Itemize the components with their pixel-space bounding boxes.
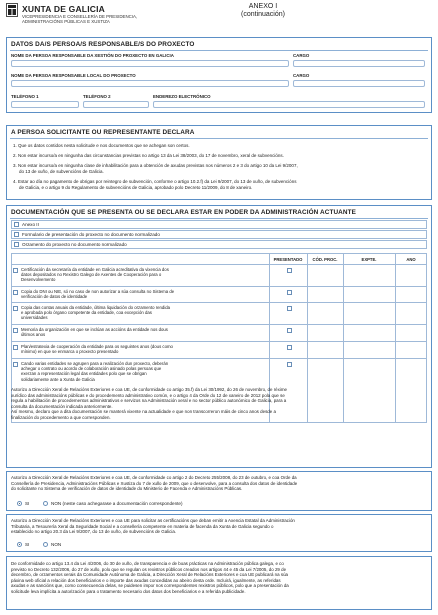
label-position-2: CARGO — [293, 73, 310, 78]
row-text — [21, 305, 269, 321]
declaration-3: 3. Non estar incurso/a en ningunha clase de inhabilitación para a obtención de axudas previstas nos números 2 e 3 do artigo 10 da Lei 9/2007, — [13, 163, 298, 168]
col-header-year: ANO — [406, 257, 416, 262]
divider — [10, 218, 428, 219]
presented-checkbox[interactable] — [287, 362, 292, 367]
para-line: De conformidade co artigo 13.4 da Lei 4/2006, do 30 de xuño, de transparencia e de boas prácticas na Administración pública galega, e co — [11, 561, 284, 566]
label-local: NOME DA PERSOA RESPONSABLE LOCAL DO PROXECTO — [11, 73, 136, 78]
org-sub-line-1: VICEPRESIDENCIA E CONSELLERÍA DE PRESIDENCIA, — [22, 14, 138, 19]
para-line: decembro, de orzamentos xerais da Comunidade Autónoma de Galicia, a Dirección Xeral de Relacións Exteriores e coa UE publicará na súa — [11, 572, 288, 577]
presented-checkbox[interactable] — [287, 290, 292, 295]
checkbox[interactable] — [14, 232, 19, 237]
label-email: ENDEREZO ELECTRÓNICO — [153, 94, 211, 99]
para-line: Autorizo a Dirección Xeral de Relacións Exteriores e coa UE para solicitar as certificacións que deban emitir a Axencia Estatal da Administración — [11, 518, 295, 523]
declaration-1: 1. Que os datos contidos nesta solicitude e nos documentos que se achegan son certos. — [13, 143, 190, 148]
row-line: exerzan a representación legal das entidades polo que se obrigan — [21, 371, 147, 377]
col-header-file: EXPTE. — [361, 257, 377, 262]
doc-item-annex-ii[interactable] — [11, 220, 427, 229]
row-text — [21, 344, 269, 354]
identity-no-radio[interactable] — [43, 501, 48, 506]
identity-yes-radio[interactable] — [17, 501, 22, 506]
local-name-field[interactable] — [11, 80, 289, 87]
doc-label: Orzamento do proxecto no documento normalizado — [22, 242, 127, 247]
presented-checkbox[interactable] — [287, 306, 292, 311]
identity-no-label: NON (neste caso achegarase a documentación correspondente) — [51, 501, 183, 506]
divider — [10, 50, 428, 51]
declaration-4: 4. Estar ao día no pagamento de obrigas por reintegro de subvención, conforme o artigo 10.2.f) da Lei 9/2007, do 13 de xuño, de subvencións — [13, 179, 297, 184]
page-header — [6, 3, 432, 33]
section-publicity — [6, 556, 432, 610]
row-text — [21, 289, 269, 299]
declaration-4-cont: de Galicia, e o artigo 9 do Regulamento de subvencións de Galicia, aprobado polo Decreto 11/2009, do 8 de xaneiro. — [19, 185, 253, 190]
declaration-2: 2. Non estar incurso/a en ningunha das circunstancias previstas no artigo 13 da Lei 38/2003, do 17 de novembro, xeral de subvencións. — [13, 153, 284, 158]
col-header-presented: PRESENTADO — [273, 257, 303, 262]
doc-label: Formulario de presentación do proxecto no documento normalizado — [22, 232, 160, 237]
row-line: datos depositados no Rexistro Galego de Axentes de Cooperación para o — [21, 272, 162, 278]
publicity-text — [11, 561, 427, 594]
section-title: A PERSOA SOLICITANTE OU REPRESENTANTE DECLARA — [11, 129, 195, 136]
row-line: universidades — [21, 315, 48, 321]
row-line: e aprobada polo órgano competente da entidade, coa excepción das — [21, 310, 152, 316]
table-row — [11, 302, 427, 322]
phone-2-field[interactable] — [83, 101, 149, 108]
doc-item-presentation-form[interactable] — [11, 230, 427, 239]
authorization-paragraph — [11, 387, 427, 420]
para-line: axudas e as sancións que, como consecuencia delas, se puidesen impor nos correspondentes rexistros públicos, polo que a presentación da — [11, 583, 289, 588]
annex-label: ANEXO I — [248, 3, 278, 10]
para-line: Consellería de Presidencia, Administracións Públicas e Xustiza do 7 de xullo de 2009, que o desenvolve, para a consulta dos datos de identidade — [11, 480, 298, 486]
para-line: previsto no Decreto 132/2006, do 27 de xullo, polo que se regulan os rexistros públicos creados nos artigos 44 e 45 da Lei 7/2005, do 29 de — [11, 566, 287, 572]
para-line: solicitude leva implícita a autorización para o tratamento necesario dos datos dos beneficiarios e a referida publicidade. — [11, 588, 246, 594]
checkbox[interactable] — [13, 362, 18, 367]
para-line: xurídico das administracións públicas e do procedemento administrativo común, e o artigo 4 da Orde do 12 de xaneiro de 2012 pola que se — [11, 392, 285, 398]
para-line: Autorizo a Dirección Xeral de Relacións Exteriores e coa UE, de conformidade co artigo 35.f) da Lei 30/1992, do 26 de novembro, de réxime — [11, 387, 288, 392]
position-2-field[interactable] — [293, 80, 425, 87]
certificates-consent-text — [11, 518, 427, 535]
table-row — [11, 341, 427, 356]
para-line: do solicitante no Sistema de verificación de datos de identidade do Ministerio de Facenda e Administracións Públicas. — [11, 486, 243, 491]
row-text — [21, 267, 269, 283]
section-declarations — [6, 125, 432, 200]
section-identity-consent — [6, 471, 432, 511]
identity-consent-text — [11, 475, 427, 492]
table-row — [11, 286, 427, 301]
identity-yes-label: SI — [25, 501, 30, 506]
checkbox[interactable] — [14, 222, 19, 227]
presented-checkbox[interactable] — [287, 268, 292, 273]
label-position-1: CARGO — [293, 53, 310, 58]
table-row — [11, 324, 427, 339]
position-1-field[interactable] — [293, 60, 425, 67]
row-line: verificación de datos de identidade — [21, 294, 88, 300]
para-line: finalización do procedemento a que corresponden. — [11, 414, 111, 420]
row-line: mínimo) en que se enmarca o proxecto presentado — [21, 349, 119, 355]
row-line: últimos anos — [21, 332, 46, 338]
checkbox[interactable] — [13, 345, 18, 350]
presented-checkbox[interactable] — [287, 328, 292, 333]
certificates-yes-radio[interactable] — [17, 542, 22, 547]
doc-item-budget[interactable] — [11, 240, 427, 249]
checkbox[interactable] — [13, 290, 18, 295]
para-line: establecido no artigo 20.3 da Lei 9/2007, do 13 de xuño, de subvencións de Galicia. — [11, 529, 177, 534]
section-documentation — [6, 205, 432, 468]
checkbox[interactable] — [13, 268, 18, 273]
row-line: Plan/estratexia de cooperación da entidade para os seguintes anos (dous como — [21, 344, 173, 349]
org-sub-line-2: ADMINISTRACIÓNS PÚBLICAS E XUSTIZA — [22, 19, 110, 25]
row-line: achegar o contrato ou acordo de colaboración asinado polas persoas que — [21, 366, 162, 372]
org-name: XUNTA DE GALICIA — [22, 4, 106, 14]
col-header-proc-code: CÓD. PROC. — [312, 257, 338, 262]
org-subtitle — [22, 14, 202, 25]
row-line: Certificación da secretaría da entidade en Galicia acreditativa da vixencia dos — [21, 267, 169, 272]
email-field[interactable] — [153, 101, 425, 108]
row-line: Cando varias entidades se agrupen para a realización dun proxecto, deberán — [21, 361, 169, 366]
checkbox[interactable] — [13, 306, 18, 311]
para-line: páxina web oficial a relación dos beneficiarios e o importe das axudas concedidas ao abeiro desta orde. Incluirá, igualmente, as referidas — [11, 577, 281, 583]
annex-title — [218, 3, 308, 19]
section-title: DATOS DA/S PERSOA/S RESPONSABLE/S DO PROXECTO — [11, 41, 195, 48]
label-phone-2: TELÉFONO 2 — [83, 94, 111, 99]
phone-1-field[interactable] — [11, 101, 79, 108]
section-title: DOCUMENTACIÓN QUE SE PRESENTA OU SE DECLARA ESTAR EN PODER DA ADMINISTRACIÓN ACTUANTE — [11, 209, 356, 216]
para-line: Tributaria, a Tesourería Xeral da Seguridade Social e a consellería competente en materia de facenda da Xunta de Galicia segundo o — [11, 523, 274, 529]
doc-label: Anexo II — [22, 222, 39, 227]
certificates-no-radio[interactable] — [43, 542, 48, 547]
checkbox[interactable] — [13, 328, 18, 333]
annex-continuation: (continuación) — [241, 11, 285, 18]
section-responsible-persons — [6, 37, 432, 113]
row-line: solidariamente ante a Xunta de Galicia — [21, 376, 95, 382]
manager-name-field[interactable] — [11, 60, 289, 67]
para-line: Autorizo a Dirección Xeral de Relacións Exteriores e coa UE, de conformidade co artigo 2 do Decreto 255/2008, do 23 de outubro, e coa Orde da — [11, 475, 297, 480]
para-line: regula a habilitación de procedementos administrativos e servizos na Administración xeral e no sector público autonómico de Galicia, para a — [11, 398, 287, 403]
row-text — [21, 327, 269, 337]
row-line: Copia das contas anuais da entidade, última liquidación do orzamento rendida — [21, 305, 171, 310]
presented-checkbox[interactable] — [287, 345, 292, 350]
checkbox[interactable] — [14, 242, 19, 247]
certificates-no-label: NON — [51, 542, 62, 547]
row-text — [21, 361, 269, 382]
label-manager: NOME DA PERSOA RESPONSABLE DA XESTIÓN DO PROXECTO EN GALICIA — [11, 53, 174, 58]
row-line: Memoria da organización en que se inclúan as accións da entidade nos dous — [21, 327, 168, 332]
para-line: consulta da documentación indicada anteriormente. — [11, 403, 113, 409]
row-line: Desenvolvemento — [21, 277, 56, 283]
table-row — [11, 264, 427, 284]
row-line: Copia do DNI ou NIE, só no caso de non autorizar a súa consulta no Sistema de — [21, 289, 175, 294]
table-row — [11, 358, 427, 383]
section-certificates-consent — [6, 514, 432, 552]
para-line: Así mesmo, declaro que a dita documentación se manterá vixente na actualidade e que non transcorreron máis de cinco anos desde a — [11, 409, 276, 414]
declaration-3-cont: do 13 de xuño, de subvencións de Galicia. — [19, 169, 104, 174]
xunta-logo-icon — [6, 3, 18, 17]
certificates-yes-label: SI — [25, 542, 30, 547]
label-phone-1: TELÉFONO 1 — [11, 94, 39, 99]
divider — [10, 138, 428, 139]
